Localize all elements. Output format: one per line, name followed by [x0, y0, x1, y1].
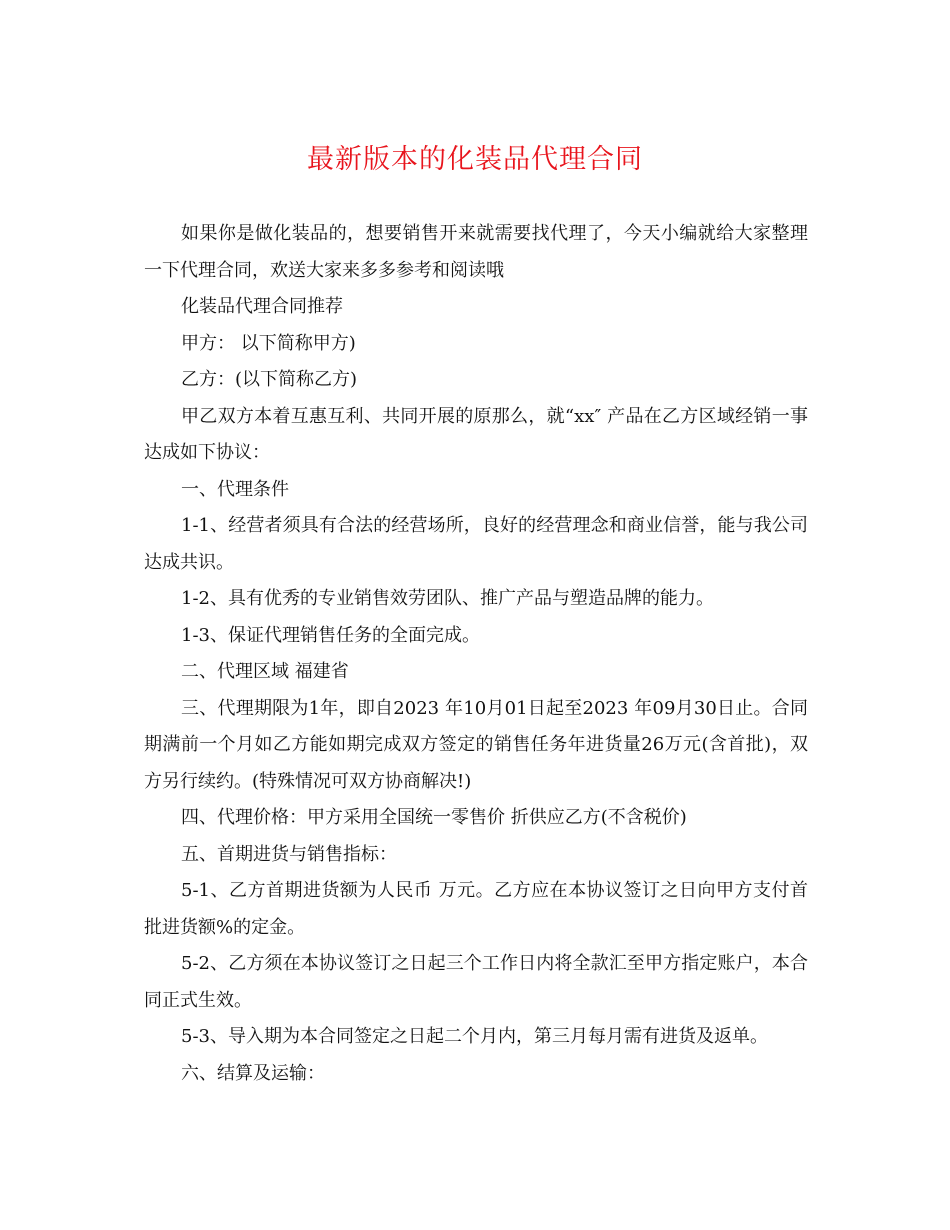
- intro-paragraph: 如果你是做化装品的，想要销售开来就需要找代理了，今天小编就给大家整理一下代理合同，欢送大家来多多参考和阅读哦: [144, 223, 808, 281]
- document-body: [144, 216, 808, 1092]
- clause-5-1: 5-1、乙方首期进货额为人民币 万元。乙方应在本协议签订之日向甲方支付首批进货额%的定金。: [144, 880, 808, 938]
- clause-1-3: 1-3、保证代理销售任务的全面完成。: [181, 624, 480, 646]
- clause-5-2: 5-2、乙方须在本协议签订之日起三个工作日内将全款汇至甲方指定账户，本合同正式生效。: [144, 953, 808, 1011]
- section-price: 四、代理价格：甲方采用全国统一零售价 折供应乙方(不含税价): [181, 807, 687, 828]
- section-heading-conditions: 一、代理条件: [181, 478, 289, 500]
- section-heading-recommend: 化装品代理合同推荐: [181, 296, 343, 317]
- agreement-preamble: 甲乙双方本着互惠互利、共同开展的原那么，就“xx″ 产品在乙方区域经销一事达成如下协议：: [144, 405, 808, 463]
- party-b-line: 乙方：(以下简称乙方): [181, 369, 358, 390]
- clause-1-1: 1-1、经营者须具有合法的经营场所，良好的经营理念和商业信誉，能与我公司达成共识。: [144, 515, 808, 573]
- section-region: 二、代理区域 福建省: [181, 661, 349, 682]
- section-heading-settlement: 六、结算及运输：: [181, 1062, 325, 1084]
- clause-5-3: 5-3、导入期为本合同签定之日起二个月内，第三月每月需有进货及返单。: [181, 1026, 768, 1047]
- party-a-line: 甲方： 以下简称甲方): [181, 332, 356, 354]
- section-term: 三、代理期限为1年，即自2023 年10月01日起至2023 年09月30日止。合同期满前一个月如乙方能如期完成双方签定的销售任务年进货量26万元(含首批)，双方另行续约。(特殊情况可双方协商解决!): [144, 697, 808, 792]
- clause-1-2: 1-2、具有优秀的专业销售效劳团队、推广产品与塑造品牌的能力。: [181, 588, 714, 609]
- section-heading-first-purchase: 五、首期进货与销售指标：: [181, 843, 397, 865]
- document-title: 最新版本的化装品代理合同: [307, 144, 643, 175]
